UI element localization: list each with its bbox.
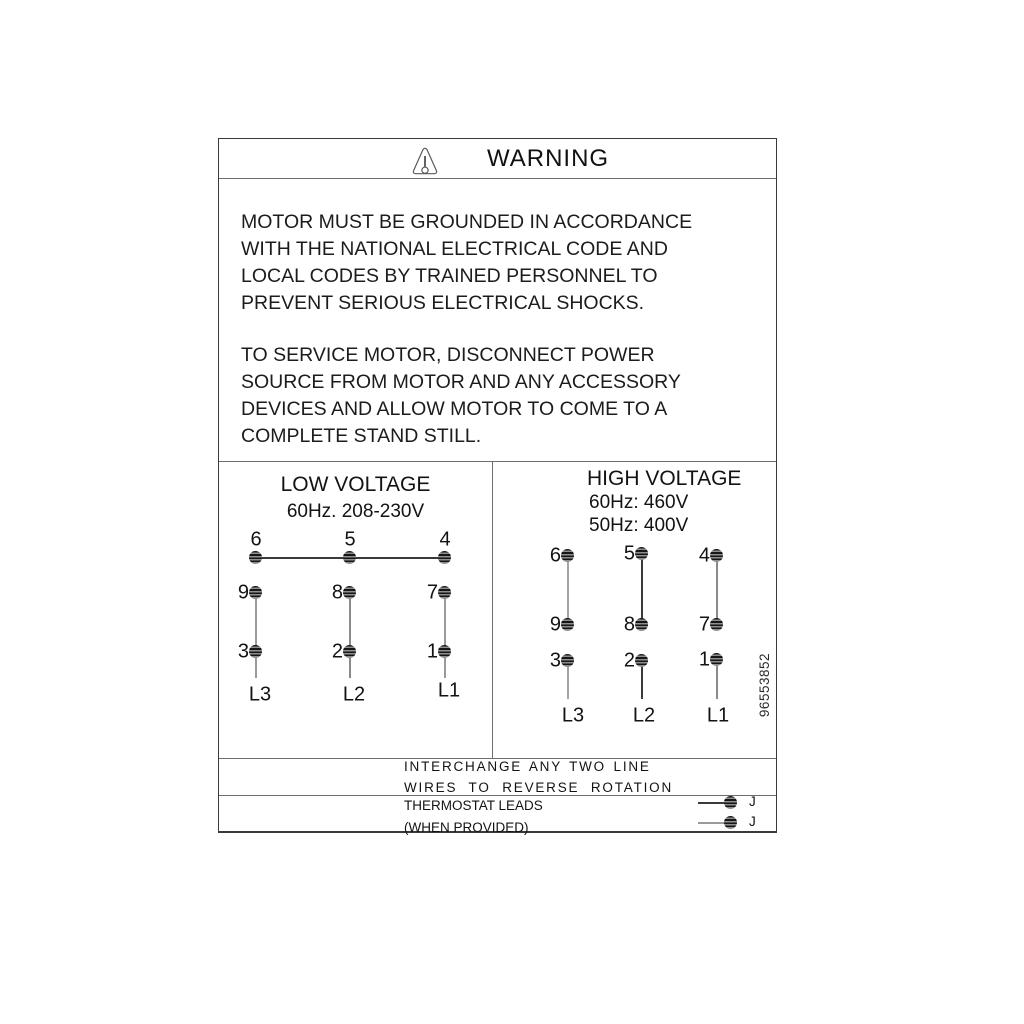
- terminal-label: 8: [623, 613, 635, 636]
- lead-label: L2: [342, 683, 366, 706]
- wire-line: [255, 593, 257, 678]
- terminal-dot-icon: [343, 645, 356, 658]
- terminal-dot-icon: [249, 645, 262, 658]
- warning-paragraph-1: [241, 209, 692, 317]
- warning-title: WARNING: [487, 145, 610, 172]
- low-voltage-subtitle: 60Hz. 208-230V: [286, 501, 425, 522]
- warning-text-line: PREVENT SERIOUS ELECTRICAL SHOCKS.: [241, 292, 645, 314]
- warning-text-line: MOTOR MUST BE GROUNDED IN ACCORDANCE: [241, 211, 693, 233]
- rotation-note-line1: INTERCHANGE ANY TWO LINE: [404, 759, 651, 774]
- terminal-dot-icon: [343, 586, 356, 599]
- terminal-label: 4: [439, 528, 451, 551]
- terminal-dot-icon: [561, 654, 574, 667]
- wire-line: [716, 556, 718, 625]
- terminal-label: 6: [250, 528, 262, 551]
- terminal-dot-icon: [724, 816, 737, 829]
- terminal-label: 1: [426, 640, 438, 663]
- thermostat-note-line1: THERMOSTAT LEADS: [404, 798, 543, 813]
- terminal-label: 7: [698, 613, 710, 636]
- terminal-dot-icon: [561, 549, 574, 562]
- wire-line: [444, 593, 446, 678]
- warning-text-line: TO SERVICE MOTOR, DISCONNECT POWER: [241, 344, 655, 366]
- lead-label: L2: [632, 704, 656, 727]
- wire-line: [716, 661, 718, 699]
- thermostat-note-line2: (WHEN PROVIDED): [404, 820, 529, 835]
- thermostat-divider: [219, 795, 776, 796]
- lead-label: L3: [248, 683, 272, 706]
- high-voltage-subtitle-60hz: 60Hz: 460V: [589, 492, 689, 513]
- terminal-label: 7: [426, 581, 438, 604]
- warning-text-line: DEVICES AND ALLOW MOTOR TO COME TO A: [241, 398, 668, 420]
- warning-paragraph-2: [241, 342, 681, 450]
- high-voltage-title: HIGH VOLTAGE: [587, 467, 742, 490]
- terminal-label: 8: [331, 581, 343, 604]
- wiring-diagram-section: [219, 461, 778, 758]
- voltage-column-divider: [492, 461, 493, 758]
- wire-line: [567, 556, 569, 625]
- warning-header: [219, 139, 776, 178]
- terminal-dot-icon: [438, 645, 451, 658]
- terminal-dot-icon: [249, 586, 262, 599]
- terminal-dot-icon: [724, 796, 737, 809]
- warning-triangle-icon: [411, 146, 439, 181]
- warning-text-line: LOCAL CODES BY TRAINED PERSONNEL TO: [241, 265, 658, 287]
- terminal-dot-icon: [710, 549, 723, 562]
- terminal-dot-icon: [438, 551, 451, 564]
- terminal-label: 3: [549, 649, 561, 672]
- terminal-label: 4: [698, 544, 710, 567]
- wire-line: [641, 556, 643, 625]
- terminal-dot-icon: [635, 547, 648, 560]
- terminal-label: 9: [237, 581, 249, 604]
- terminal-label: 5: [623, 542, 635, 565]
- serial-number: 96553852: [757, 653, 772, 718]
- terminal-label: 6: [549, 544, 561, 567]
- low-voltage-title: LOW VOLTAGE: [280, 473, 431, 496]
- warning-text-line: SOURCE FROM MOTOR AND ANY ACCESSORY: [241, 371, 681, 393]
- terminal-label: 9: [549, 613, 561, 636]
- warning-text-line: WITH THE NATIONAL ELECTRICAL CODE AND: [241, 238, 668, 260]
- lead-label: L1: [437, 679, 461, 702]
- header-divider: [219, 178, 776, 179]
- warning-text-line: COMPLETE STAND STILL.: [241, 425, 482, 447]
- terminal-dot-icon: [561, 618, 574, 631]
- terminal-label: 5: [344, 528, 356, 551]
- lead-j-label: J: [749, 794, 756, 809]
- motor-warning-label: [218, 138, 777, 833]
- rotation-note-line2: WIRES TO REVERSE ROTATION: [404, 780, 674, 795]
- terminal-label: 3: [237, 640, 249, 663]
- lead-label: L3: [561, 704, 585, 727]
- terminal-label: 1: [698, 648, 710, 671]
- high-voltage-subtitle-50hz: 50Hz: 400V: [589, 515, 689, 536]
- lead-label: L1: [706, 704, 730, 727]
- terminal-dot-icon: [710, 653, 723, 666]
- terminal-dot-icon: [710, 618, 723, 631]
- terminal-dot-icon: [249, 551, 262, 564]
- terminal-dot-icon: [438, 586, 451, 599]
- terminal-dot-icon: [635, 654, 648, 667]
- terminal-label: 2: [623, 649, 635, 672]
- terminal-dot-icon: [343, 551, 356, 564]
- terminal-label: 2: [331, 640, 343, 663]
- terminal-dot-icon: [635, 618, 648, 631]
- wire-line: [349, 593, 351, 678]
- lead-j-label: J: [749, 814, 756, 829]
